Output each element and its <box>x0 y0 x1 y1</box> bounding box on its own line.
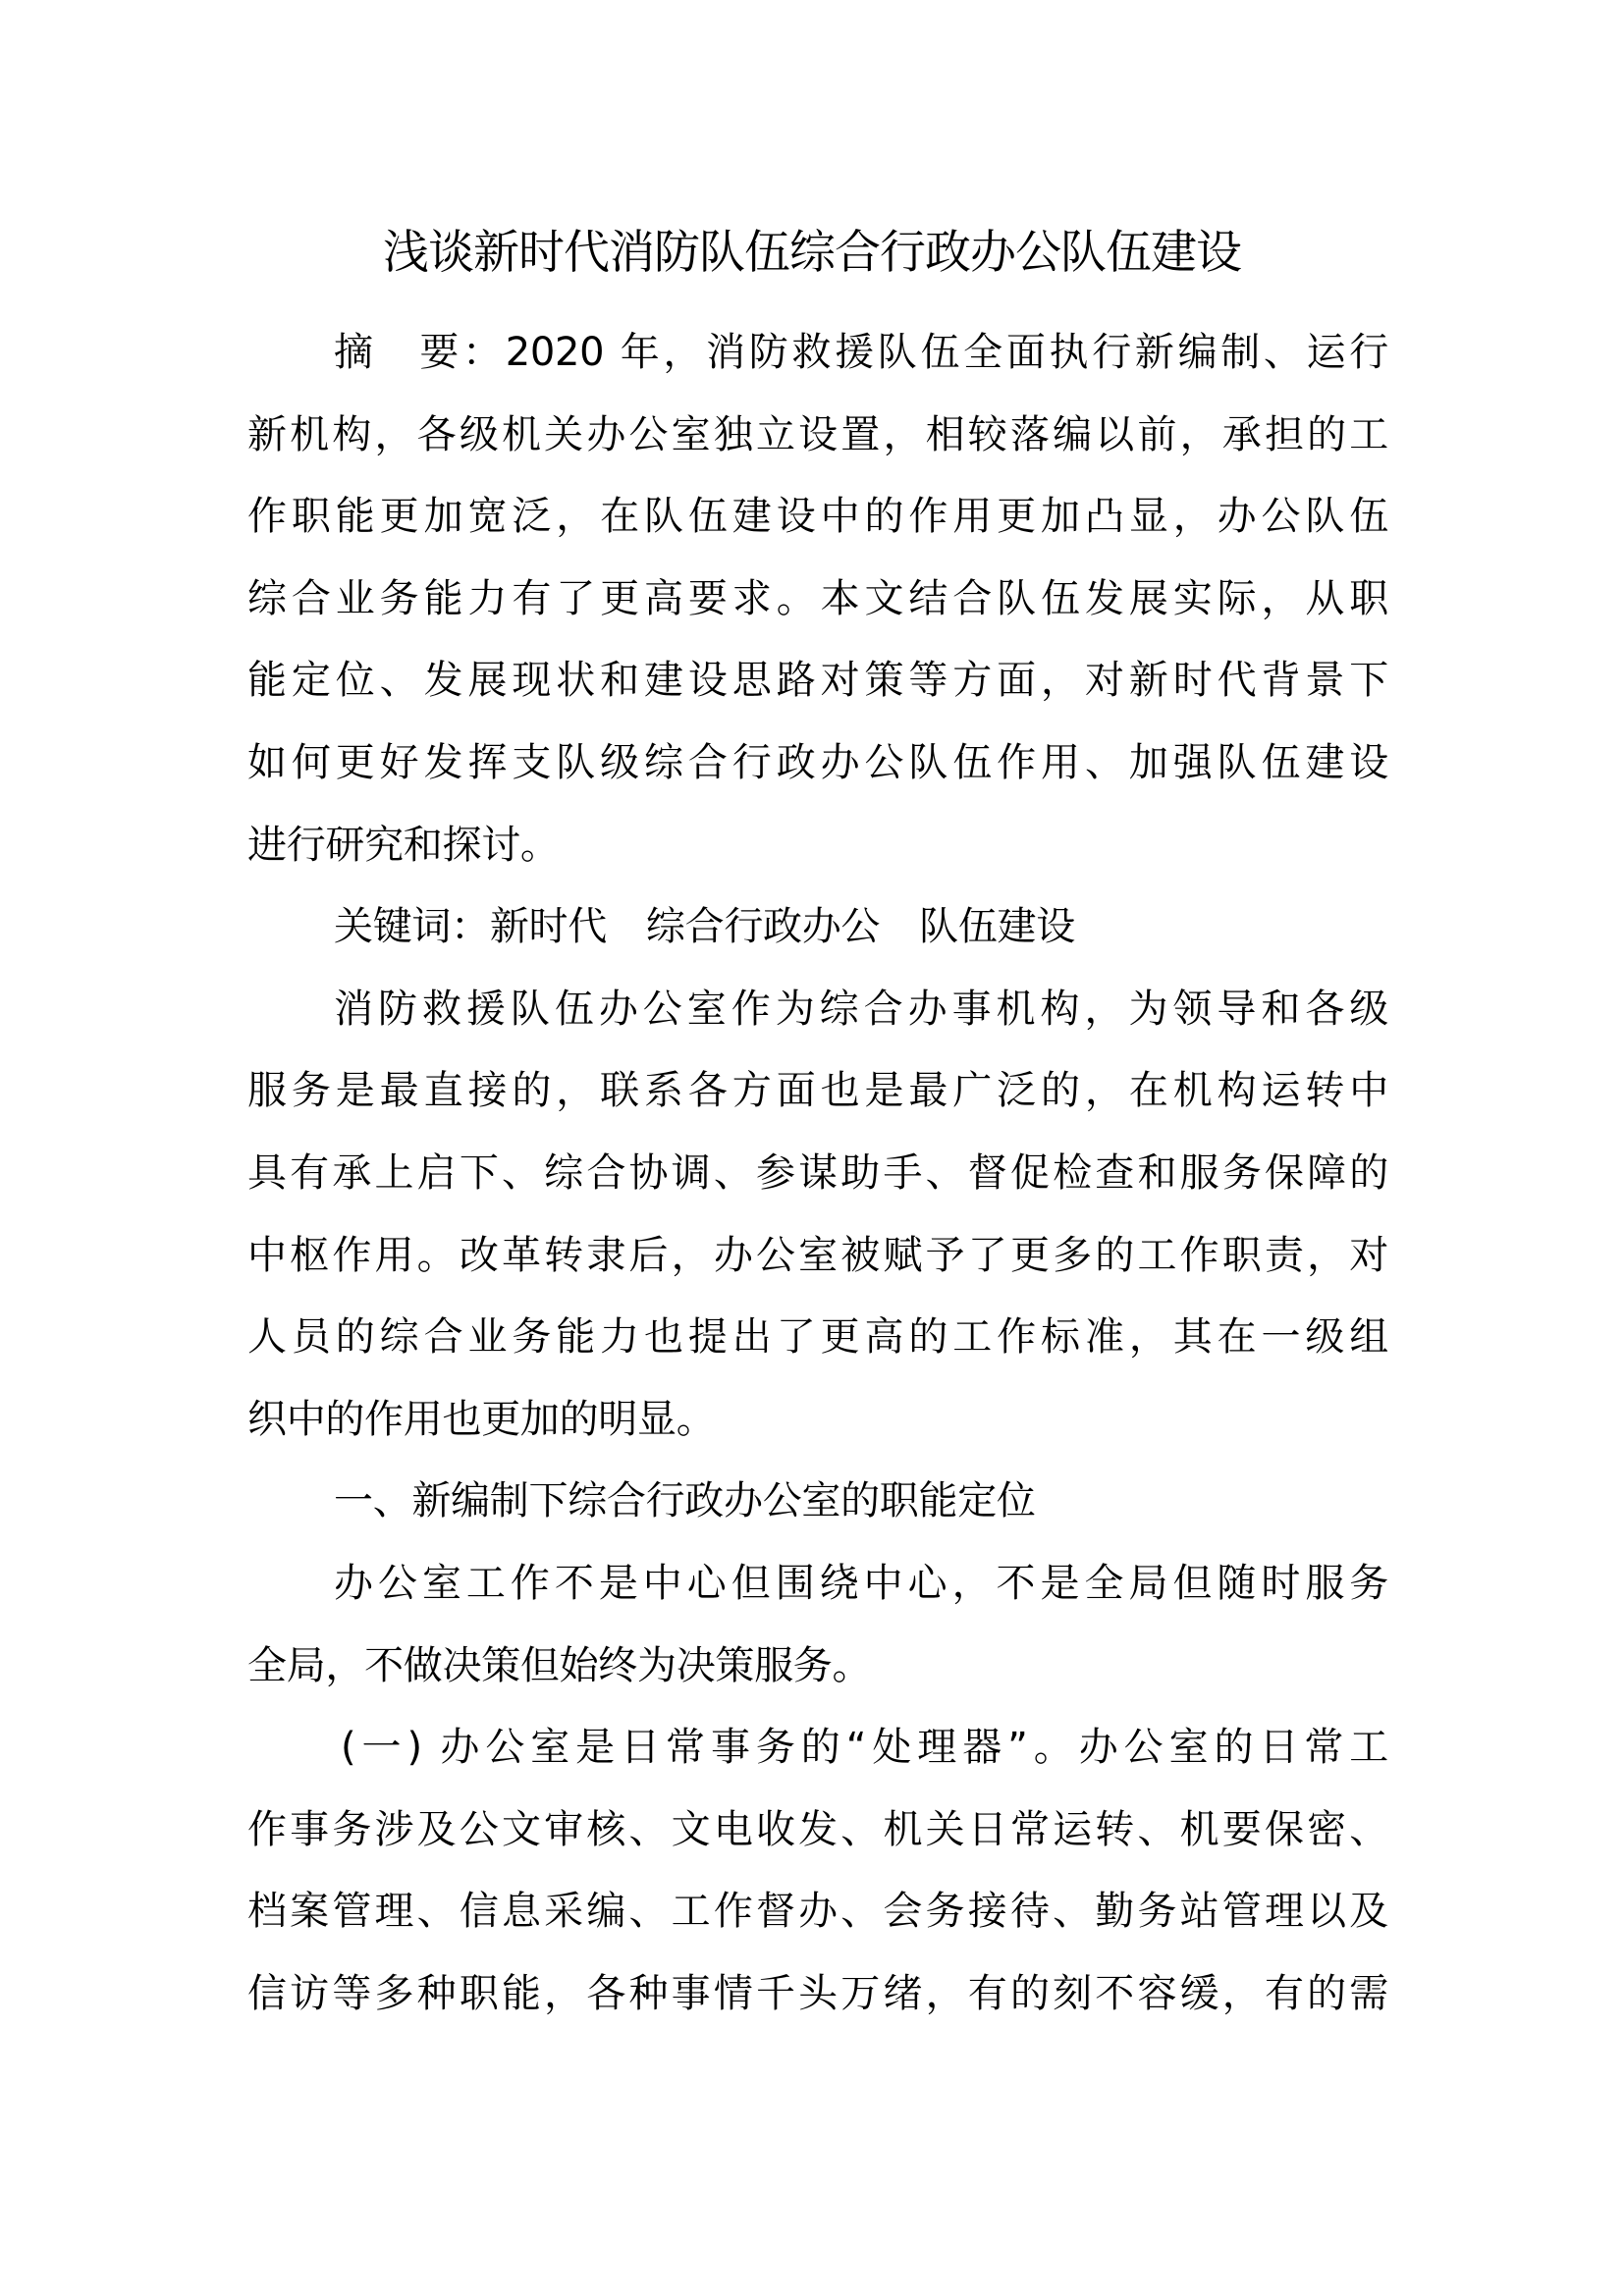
paragraph-line: 全局，不做决策但始终为决策服务。 <box>247 1642 872 1688</box>
paragraph-line: 服务是最直接的，联系各方面也是最广泛的，在机构运转中 <box>247 1068 1388 1114</box>
subsection-line: 档案管理、信息采编、工作督办、会务接待、勤务站管理以及 <box>247 1889 1388 1935</box>
keyword: 队伍建设 <box>919 904 1075 950</box>
keyword: 新时代 <box>489 904 607 950</box>
section-heading: 一、新编制下综合行政办公室的职能定位 <box>334 1478 1036 1524</box>
subsection-line: 作事务涉及公文审核、文电收发、机关日常运转、机要保密、 <box>247 1806 1388 1852</box>
paragraph-line: 消防救援队伍办公室作为综合办事机构，为领导和各级 <box>334 986 1388 1032</box>
paragraph-line: 人员的综合业务能力也提出了更高的工作标准，其在一级组 <box>247 1314 1388 1361</box>
document-body <box>247 312 1388 2035</box>
abstract-label: 摘 要： <box>334 330 506 375</box>
document-title: 浅谈新时代消防队伍综合行政办公队伍建设 <box>383 226 1241 280</box>
keywords-label: 关键词： <box>334 904 490 950</box>
paragraph-line: 织中的作用也更加的明显。 <box>247 1396 716 1442</box>
abstract-text: 2020 年，消防救援队伍全面执行新编制、运行 <box>505 330 1388 375</box>
paragraph-line: 办公室工作不是中心但围绕中心，不是全局但随时服务 <box>334 1560 1388 1606</box>
abstract-line: 如何更好发挥支队级综合行政办公队伍作用、加强队伍建设 <box>247 739 1388 785</box>
abstract-line <box>247 312 1388 395</box>
abstract-line: 新机构，各级机关办公室独立设置，相较落编以前，承担的工 <box>247 411 1388 457</box>
abstract-line: 综合业务能力有了更高要求。本文结合队伍发展实际，从职 <box>247 575 1388 621</box>
abstract-line: 能定位、发展现状和建设思路对策等方面，对新时代背景下 <box>247 658 1388 704</box>
subsection-line: (一) 办公室是日常事务的“处理器”。办公室的日常工 <box>341 1725 1388 1771</box>
keyword: 综合行政办公 <box>645 904 881 950</box>
abstract-line: 进行研究和探讨。 <box>247 822 560 868</box>
paragraph-line: 中枢作用。改革转隶后，办公室被赋予了更多的工作职责，对 <box>247 1232 1388 1278</box>
paragraph-line: 具有承上启下、综合协调、参谋助手、督促检查和服务保障的 <box>247 1149 1388 1196</box>
subsection-line: 信访等多种职能，各种事情千头万绪，有的刻不容缓，有的需 <box>247 1970 1388 2016</box>
keywords-line <box>247 886 1388 969</box>
abstract-line: 作职能更加宽泛，在队伍建设中的作用更加凸显，办公队伍 <box>247 494 1388 540</box>
